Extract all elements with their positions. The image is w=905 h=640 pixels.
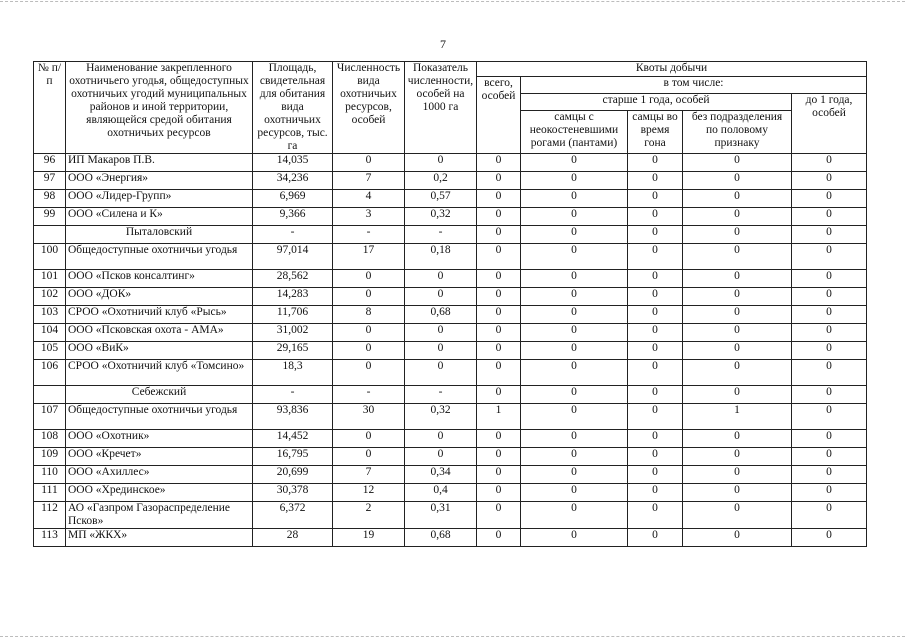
cell-count: 2: [333, 502, 405, 529]
cell-count: 0: [333, 270, 405, 288]
cell-males-rut: 0: [628, 208, 683, 226]
cell-num: 100: [34, 244, 66, 270]
cell-num: 97: [34, 172, 66, 190]
cell-area: 18,3: [253, 360, 333, 386]
cell-males-antlers: 0: [521, 306, 628, 324]
cell-under1: 0: [792, 208, 867, 226]
cell-under1: 0: [792, 190, 867, 208]
cell-name: АО «Газпром Газораспределение Псков»: [66, 502, 253, 529]
cell-area: 97,014: [253, 244, 333, 270]
cell-males-rut: 0: [628, 306, 683, 324]
cell-count: 0: [333, 154, 405, 172]
cell-name: ООО «Псковская охота - АМА»: [66, 324, 253, 342]
cell-total: 0: [477, 306, 521, 324]
page-number: 7: [440, 37, 446, 51]
cell-males-rut: 0: [628, 154, 683, 172]
cell-total: 0: [477, 154, 521, 172]
cell-total: 0: [477, 448, 521, 466]
cell-area: 30,378: [253, 484, 333, 502]
cell-males-rut: 0: [628, 288, 683, 306]
cell-under1: 0: [792, 288, 867, 306]
cell-males-antlers: 0: [521, 360, 628, 386]
cell-name: ООО «ДОК»: [66, 288, 253, 306]
cell-total: 0: [477, 342, 521, 360]
cell-males-rut: 0: [628, 404, 683, 430]
header-total: всего, особей: [477, 77, 521, 154]
cell-under1: 0: [792, 430, 867, 448]
cell-males-antlers: 0: [521, 448, 628, 466]
cell-area: -: [253, 226, 333, 244]
cell-total: 0: [477, 430, 521, 448]
cell-no-sex: 0: [683, 466, 792, 484]
cell-males-antlers: 0: [521, 288, 628, 306]
top-page-edge: [0, 1, 905, 2]
cell-count: 12: [333, 484, 405, 502]
table-row: [34, 208, 867, 226]
cell-males-antlers: 0: [521, 404, 628, 430]
cell-under1: 0: [792, 386, 867, 404]
header-older: старше 1 года, особей: [521, 94, 792, 111]
cell-name: МП «ЖКХ»: [66, 529, 253, 547]
cell-num: 107: [34, 404, 66, 430]
cell-males-antlers: 0: [521, 270, 628, 288]
cell-name: ИП Макаров П.В.: [66, 154, 253, 172]
table-row: [34, 154, 867, 172]
cell-under1: 0: [792, 172, 867, 190]
cell-num: 112: [34, 502, 66, 529]
cell-density: 0: [405, 448, 477, 466]
cell-total: 0: [477, 324, 521, 342]
cell-no-sex: 0: [683, 502, 792, 529]
cell-no-sex: 0: [683, 342, 792, 360]
cell-males-rut: 0: [628, 448, 683, 466]
cell-under1: 0: [792, 466, 867, 484]
cell-name: ООО «Псков консалтинг»: [66, 270, 253, 288]
table-row: [34, 190, 867, 208]
cell-area: 9,366: [253, 208, 333, 226]
cell-density: 0: [405, 288, 477, 306]
cell-density: 0,32: [405, 404, 477, 430]
district-row: [34, 226, 867, 244]
table-row: [34, 529, 867, 547]
cell-density: 0,68: [405, 529, 477, 547]
cell-no-sex: 0: [683, 448, 792, 466]
cell-males-antlers: 0: [521, 154, 628, 172]
cell-no-sex: 0: [683, 529, 792, 547]
cell-num: 111: [34, 484, 66, 502]
cell-area: 31,002: [253, 324, 333, 342]
header-density: Показатель численности, особей на 1000 га: [405, 62, 477, 154]
cell-num: [34, 226, 66, 244]
cell-no-sex: 0: [683, 386, 792, 404]
cell-no-sex: 0: [683, 484, 792, 502]
header-name: Наименование закрепленного охотничьего угодья, общедоступных охотничьих угодий муниципальных районов и иной территории, являющейся средой обитания охотничьих ресурсов: [66, 62, 253, 154]
cell-males-antlers: 0: [521, 342, 628, 360]
cell-density: -: [405, 386, 477, 404]
cell-area: 6,372: [253, 502, 333, 529]
table-row: [34, 360, 867, 386]
cell-total: 0: [477, 208, 521, 226]
cell-name: ООО «ВиК»: [66, 342, 253, 360]
cell-males-rut: 0: [628, 172, 683, 190]
cell-density: 0: [405, 270, 477, 288]
cell-area: 28,562: [253, 270, 333, 288]
cell-name: ООО «Хрединское»: [66, 484, 253, 502]
cell-no-sex: 0: [683, 244, 792, 270]
cell-no-sex: 0: [683, 360, 792, 386]
cell-density: 0,18: [405, 244, 477, 270]
cell-males-antlers: 0: [521, 502, 628, 529]
cell-males-antlers: 0: [521, 226, 628, 244]
cell-total: 0: [477, 484, 521, 502]
cell-males-rut: 0: [628, 226, 683, 244]
cell-density: 0,57: [405, 190, 477, 208]
cell-count: 4: [333, 190, 405, 208]
cell-name: Пыталовский: [66, 226, 253, 244]
cell-under1: 0: [792, 226, 867, 244]
cell-males-antlers: 0: [521, 208, 628, 226]
cell-males-rut: 0: [628, 360, 683, 386]
cell-no-sex: 0: [683, 270, 792, 288]
cell-males-rut: 0: [628, 484, 683, 502]
cell-under1: 0: [792, 244, 867, 270]
cell-density: 0: [405, 360, 477, 386]
cell-no-sex: 1: [683, 404, 792, 430]
cell-density: 0,31: [405, 502, 477, 529]
cell-under1: 0: [792, 502, 867, 529]
bottom-page-edge: [0, 636, 905, 637]
cell-no-sex: 0: [683, 430, 792, 448]
cell-density: 0,2: [405, 172, 477, 190]
cell-no-sex: 0: [683, 288, 792, 306]
table-header: [34, 62, 867, 154]
header-including: в том числе:: [521, 77, 867, 94]
cell-count: 8: [333, 306, 405, 324]
cell-count: -: [333, 386, 405, 404]
cell-under1: 0: [792, 404, 867, 430]
table-row: [34, 484, 867, 502]
cell-total: 0: [477, 226, 521, 244]
cell-count: 0: [333, 324, 405, 342]
cell-count: 3: [333, 208, 405, 226]
cell-males-rut: 0: [628, 244, 683, 270]
cell-total: 0: [477, 466, 521, 484]
cell-name: Общедоступные охотничьи угодья: [66, 404, 253, 430]
cell-total: 0: [477, 270, 521, 288]
cell-total: 1: [477, 404, 521, 430]
cell-under1: 0: [792, 306, 867, 324]
cell-area: 29,165: [253, 342, 333, 360]
cell-under1: 0: [792, 342, 867, 360]
cell-num: 113: [34, 529, 66, 547]
cell-under1: 0: [792, 270, 867, 288]
cell-area: 16,795: [253, 448, 333, 466]
cell-no-sex: 0: [683, 172, 792, 190]
header-count: Численность вида охотничьих ресурсов, особей: [333, 62, 405, 154]
cell-no-sex: 0: [683, 190, 792, 208]
cell-males-antlers: 0: [521, 484, 628, 502]
cell-density: -: [405, 226, 477, 244]
header-no-sex: без подразделения по половому признаку: [683, 111, 792, 154]
cell-under1: 0: [792, 360, 867, 386]
header-num: № п/п: [34, 62, 66, 154]
table-row: [34, 502, 867, 529]
cell-name: ООО «Лидер-Групп»: [66, 190, 253, 208]
cell-total: 0: [477, 244, 521, 270]
cell-num: 99: [34, 208, 66, 226]
cell-males-rut: 0: [628, 190, 683, 208]
cell-area: 14,452: [253, 430, 333, 448]
cell-name: СРОО «Охотничий клуб «Томсино»: [66, 360, 253, 386]
cell-total: 0: [477, 529, 521, 547]
table-row: [34, 270, 867, 288]
cell-total: 0: [477, 502, 521, 529]
header-under1: до 1 года, особей: [792, 94, 867, 154]
cell-no-sex: 0: [683, 208, 792, 226]
cell-males-antlers: 0: [521, 324, 628, 342]
cell-males-rut: 0: [628, 529, 683, 547]
cell-total: 0: [477, 386, 521, 404]
table-row: [34, 466, 867, 484]
cell-density: 0,34: [405, 466, 477, 484]
cell-total: 0: [477, 190, 521, 208]
cell-num: 106: [34, 360, 66, 386]
header-males-antlers: самцы с неокостеневшими рогами (пантами): [521, 111, 628, 154]
cell-males-rut: 0: [628, 430, 683, 448]
cell-count: 7: [333, 172, 405, 190]
cell-density: 0: [405, 324, 477, 342]
cell-num: 98: [34, 190, 66, 208]
cell-area: 11,706: [253, 306, 333, 324]
cell-males-rut: 0: [628, 466, 683, 484]
cell-no-sex: 0: [683, 324, 792, 342]
cell-under1: 0: [792, 484, 867, 502]
table-row: [34, 342, 867, 360]
cell-males-rut: 0: [628, 324, 683, 342]
cell-name: ООО «Энергия»: [66, 172, 253, 190]
cell-count: 0: [333, 448, 405, 466]
table-row: [34, 288, 867, 306]
header-quotas: Квоты добычи: [477, 62, 867, 77]
cell-under1: 0: [792, 324, 867, 342]
cell-no-sex: 0: [683, 306, 792, 324]
cell-area: 93,836: [253, 404, 333, 430]
cell-num: 110: [34, 466, 66, 484]
cell-males-antlers: 0: [521, 466, 628, 484]
header-area: Площадь, свидетельная для обитания вида охотничьих ресурсов, тыс. га: [253, 62, 333, 154]
cell-males-antlers: 0: [521, 430, 628, 448]
cell-area: 14,035: [253, 154, 333, 172]
cell-density: 0: [405, 430, 477, 448]
cell-count: 0: [333, 360, 405, 386]
cell-under1: 0: [792, 529, 867, 547]
cell-num: [34, 386, 66, 404]
cell-males-rut: 0: [628, 386, 683, 404]
cell-males-antlers: 0: [521, 244, 628, 270]
quota-table: [33, 61, 867, 547]
cell-num: 104: [34, 324, 66, 342]
cell-name: СРОО «Охотничий клуб «Рысь»: [66, 306, 253, 324]
cell-total: 0: [477, 172, 521, 190]
cell-males-antlers: 0: [521, 386, 628, 404]
cell-males-antlers: 0: [521, 529, 628, 547]
cell-density: 0: [405, 342, 477, 360]
cell-males-rut: 0: [628, 342, 683, 360]
cell-area: 28: [253, 529, 333, 547]
cell-name: ООО «Ахиллес»: [66, 466, 253, 484]
table-row: [34, 430, 867, 448]
cell-density: 0: [405, 154, 477, 172]
table-row: [34, 172, 867, 190]
cell-area: 34,236: [253, 172, 333, 190]
cell-area: 6,969: [253, 190, 333, 208]
cell-count: 19: [333, 529, 405, 547]
cell-name: ООО «Силена и К»: [66, 208, 253, 226]
cell-under1: 0: [792, 448, 867, 466]
cell-total: 0: [477, 360, 521, 386]
cell-total: 0: [477, 288, 521, 306]
cell-males-rut: 0: [628, 270, 683, 288]
cell-area: 20,699: [253, 466, 333, 484]
cell-no-sex: 0: [683, 226, 792, 244]
cell-num: 101: [34, 270, 66, 288]
cell-name: Общедоступные охотничьи угодья: [66, 244, 253, 270]
cell-count: 17: [333, 244, 405, 270]
cell-name: Себежский: [66, 386, 253, 404]
table-row: [34, 324, 867, 342]
cell-name: ООО «Охотник»: [66, 430, 253, 448]
cell-num: 96: [34, 154, 66, 172]
table-row: [34, 306, 867, 324]
cell-males-antlers: 0: [521, 190, 628, 208]
table-body: [34, 154, 867, 547]
cell-count: 30: [333, 404, 405, 430]
cell-num: 109: [34, 448, 66, 466]
cell-count: 7: [333, 466, 405, 484]
cell-no-sex: 0: [683, 154, 792, 172]
cell-density: 0,4: [405, 484, 477, 502]
cell-density: 0,68: [405, 306, 477, 324]
cell-num: 108: [34, 430, 66, 448]
cell-count: 0: [333, 430, 405, 448]
cell-density: 0,32: [405, 208, 477, 226]
district-row: [34, 386, 867, 404]
cell-num: 105: [34, 342, 66, 360]
cell-under1: 0: [792, 154, 867, 172]
cell-num: 103: [34, 306, 66, 324]
table-row: [34, 404, 867, 430]
table-row: [34, 244, 867, 270]
cell-area: -: [253, 386, 333, 404]
cell-num: 102: [34, 288, 66, 306]
cell-count: -: [333, 226, 405, 244]
cell-area: 14,283: [253, 288, 333, 306]
cell-name: ООО «Кречет»: [66, 448, 253, 466]
header-males-rut: самцы во время гона: [628, 111, 683, 154]
cell-count: 0: [333, 342, 405, 360]
cell-males-rut: 0: [628, 502, 683, 529]
cell-count: 0: [333, 288, 405, 306]
table-row: [34, 448, 867, 466]
cell-males-antlers: 0: [521, 172, 628, 190]
